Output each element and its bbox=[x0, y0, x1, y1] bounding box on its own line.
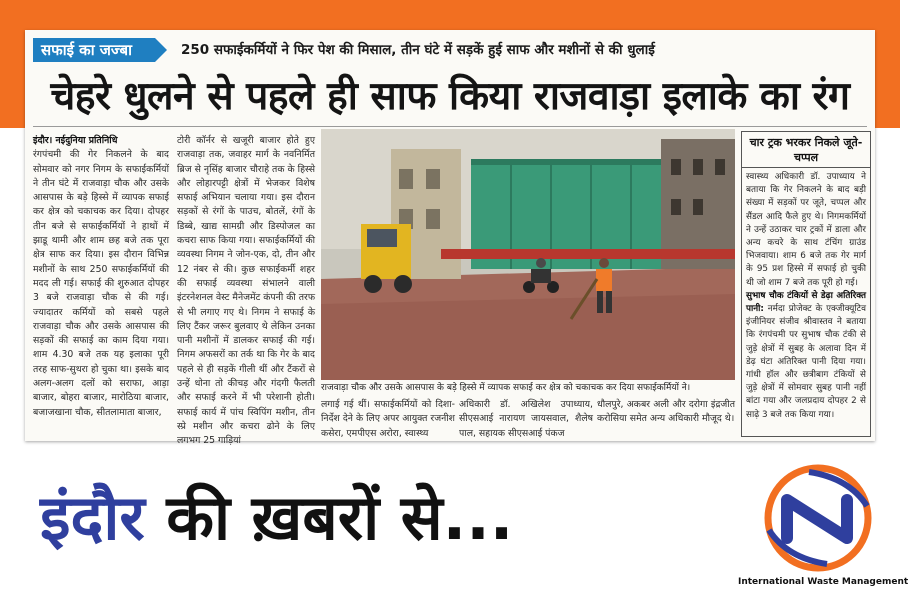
sidebar-body bbox=[742, 168, 870, 425]
article-continuation-1: लगाई गई थीं। सफाईकर्मियों को दिशा-निर्देश देने के लिए अपर आयुक्त रजनीश कसेरा, एमपीएस अरोरा, स्वास्थ्य bbox=[321, 399, 455, 439]
photo-caption: राजवाड़ा चौक और उसके आसपास के बड़े हिस्से में व्यापक सफाई कर क्षेत्र को चकाचक कर दिया सफाईकर्मियों ने। bbox=[321, 383, 691, 393]
divider bbox=[33, 126, 867, 127]
article-column-1 bbox=[33, 134, 169, 434]
sidebar-text-1: स्वास्थ्य अधिकारी डॉ. उपाध्याय ने बताया कि गेर निकलने के बाद बड़ी संख्या में सड़कों पर जूते, चप्पल और सैंडल आदि फैले हुए थे। निगमकर्मियों ने उन्हें उठाकर चार ट्रकों में डाला और अन्य कचरे के साथ टंचिंग ग्राउंड भिजवाया। शाम 6 बजे तक गेर मार्ग के 95 प्रश हिस्से में सफाई हो चुकी थी जो शाम 7 बजे तक पूरी हो गई। bbox=[746, 172, 866, 288]
article-text-1: रंगपंचमी की गेर निकलने के बाद सोमवार को नगर निगम के सफाईकर्मियों ने तीन घंटे में राजवाड़ा चौक और उसके आसपास के बड़े हिस्से में व्यापक सफाई कर क्षेत्र को चकाचक कर दिया। दोपहर तीन बजे से सफाईकर्मियों ने हाथों में झाडू थामी और शाम छह बजे तक पूरा क्षेत्र साफ कर दिया। इस दौरान विभिन्न मशीनों के साथ 250 सफाईकर्मियों की मदद ली गई। सफाई की शुरुआत दोपहर 3 बजे राजवाड़ा चौक से की गई। ज्यादातर कर्मियों को सबसे पहले राजवाड़ा चौक और उसके आसपास की सड़कों की सफाई का काम दिया गया। शाम 4.30 बजे तक यह इलाका पूरी तरह साफ-सुथरा हो चुका था। इसके बाद अलग-अलग दलों को सराफा, आड़ा बाजार, बोहरा बाजार, मारोठिया बाजार, बजाजखाना चौक, सीतलामाता बाजार, bbox=[33, 149, 169, 418]
newspaper-clipping bbox=[25, 30, 875, 447]
banner-city: इंदौर bbox=[40, 481, 145, 554]
news-photo bbox=[321, 129, 735, 380]
sidebar-title: चार ट्रक भरकर निकले जूते-चप्पल bbox=[742, 132, 870, 168]
iwm-logo-icon bbox=[757, 460, 879, 578]
kicker-arrow-icon bbox=[155, 38, 167, 62]
article-text-2: टोरी कॉर्नर से खजूरी बाजार होते हुए राजवाड़ा तक, जवाहर मार्ग के नवनिर्मित ब्रिज से नृसिंह बाजार चौराहे तक के हिस्से और लोहारपट्टी क्षेत्रों में भेजकर विशेष सफाई अभियान चलाया गया। इस दौरान सड़कों से रंगों के पाउच, बोतलें, रंगों के डिब्बे, खाद्य सामग्री और डिस्पोजल का कचरा साफ किया गया। सफाईकर्मियों की व्यवस्था निगम ने जोन-एक, दो, तीन और 12 नंबर से की। कुछ सफाईकर्मी शहर की सफाई व्यवस्था संभालने वाली इंटरनेशनल वेस्ट मैनेजमेंट कंपनी की तरफ से भी लगाए गए थे। निगम ने सफाई के लिए टैंकर जरूर बुलवाए थे लेकिन उनका पानी मशीनों में डालकर सफाई की गई। निगम अफसरों का तर्क था कि गेर के बाद पहले से ही सड़कें गीली थीं और टैंकरों से उन्हें धोना तो कीचड़ और गंदगी फैलती और सफाई करने में भी परेशानी होती। सफाई कार्य में पांच स्विपिंग मशीन, तीन स्प्रे मशीन और कचरा ढोने के लिए लगभग 25 गाड़ियां bbox=[177, 135, 315, 447]
banner-text bbox=[40, 478, 513, 558]
kicker-text: 250 सफाईकर्मियों ने फिर पेश की मिसाल, तीन घंटे में सड़कें हुई साफ और मशीनों से की धुलाई bbox=[181, 42, 655, 58]
byline: इंदौर। नईदुनिया प्रतिनिधि bbox=[33, 135, 118, 146]
kicker-tag: सफाई का जज्बा bbox=[33, 38, 155, 62]
headline: चेहरे धुलने से पहले ही साफ किया राजवाड़ा इलाके का रंग bbox=[50, 74, 850, 119]
photo-illustration bbox=[321, 129, 735, 380]
logo-text: International Waste Management bbox=[738, 577, 908, 587]
sidebar-subtitle: सुभाष चौक टंकियों से डेढ़ा अतिरिक्त पानी: bbox=[746, 290, 866, 315]
article-continuation-2: अधिकारी डॉ. अखिलेश उपाध्याय, सीएसआई नारायण जायसवाल, शैलेष पाल, सहायक सीएसआई पंकज bbox=[459, 399, 593, 439]
article-column-2 bbox=[177, 134, 315, 447]
sidebar-box bbox=[741, 131, 871, 437]
kicker-row bbox=[33, 38, 867, 62]
sidebar-text-2: नर्मदा प्रोजेक्ट के एक्जीक्यूटिव इंजीनियर संजीव श्रीवास्तव ने बताया कि रंगपंचमी पर सुभाष चौक टंकी से जुड़े क्षेत्रों में सुबह के अलावा दिन में डेढ़ घंटा अतिरिक्त पानी दिया गया। गांधी हॉल और छत्रीबाग टंकियों से जुड़े क्षेत्रों में सोमवार सुबह पानी नहीं बांटा गया और जलप्रदाय दोपहर 2 से साढ़े 3 बजे तक किया गया। bbox=[746, 304, 867, 420]
article-continuation-3: धौलपुरे, अकबर अली और दरोगा इंद्रजीत करोसिया समेत अन्य अधिकारी मौजूद थे। bbox=[597, 399, 735, 425]
banner-rest: की ख़बरों से... bbox=[144, 481, 514, 554]
